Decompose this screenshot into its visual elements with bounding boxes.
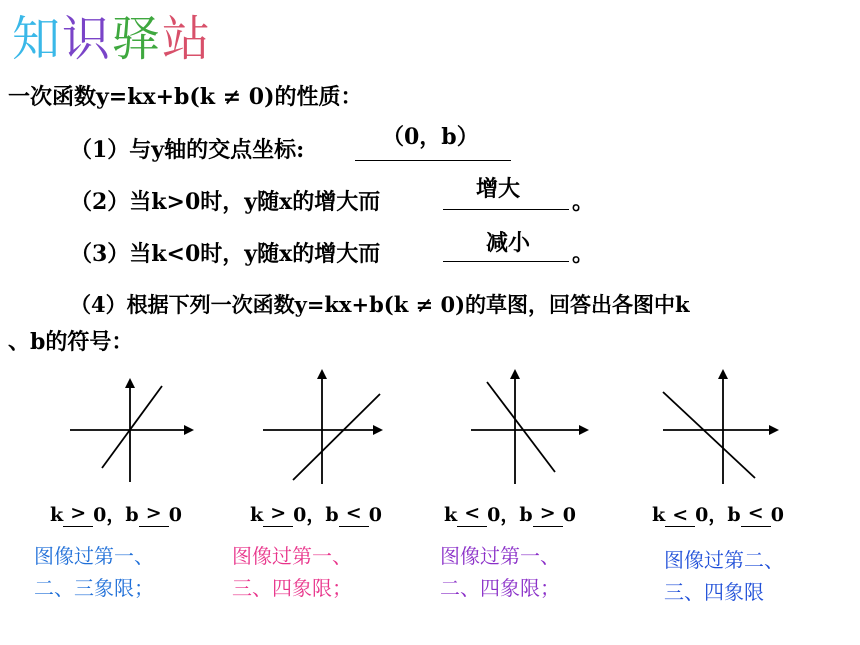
graph-1	[60, 370, 200, 485]
properties-heading: 一次函数y=kx+b(k ≠ 0)的性质：	[8, 84, 363, 110]
mid-label: 0，b	[293, 504, 339, 526]
graph-2-caption	[232, 540, 352, 604]
graph-4-caption	[664, 544, 784, 608]
graph-3-signs	[444, 500, 576, 527]
k-blank	[263, 502, 293, 527]
title-char-4: 站	[162, 11, 213, 67]
title-char-1: 知	[12, 11, 63, 67]
item-2-tail: 。	[572, 189, 595, 215]
graph-3	[465, 362, 605, 487]
b-sign: >	[539, 502, 556, 524]
caption-line1: 图像过第二、	[664, 548, 784, 572]
page-title	[12, 0, 212, 69]
mid-label: 0，b	[487, 504, 533, 526]
k-sign: <	[464, 502, 481, 524]
graph-2-signs	[250, 500, 382, 527]
b-sign: >	[145, 502, 162, 524]
graph-line	[293, 394, 380, 480]
k-label: k	[50, 504, 64, 526]
k-label: k	[250, 504, 264, 526]
x-axis-arrow	[184, 425, 194, 435]
k-sign: >	[70, 502, 87, 524]
k-blank	[63, 502, 93, 527]
y-axis-arrow	[510, 369, 520, 379]
item-3-text: （3）当k<0时，y随x的增大而	[70, 241, 381, 267]
caption-line1: 图像过第一、	[34, 544, 154, 568]
k-blank	[457, 502, 487, 527]
graph-4	[655, 362, 795, 487]
k-blank	[665, 504, 695, 527]
caption-line2: 三、四象限；	[232, 576, 352, 600]
item-1-text: （1）与y轴的交点坐标:	[70, 137, 305, 163]
caption-line1: 图像过第一、	[232, 544, 352, 568]
k-label: k	[652, 504, 666, 526]
end-label: 0	[168, 504, 182, 526]
end-label: 0	[562, 504, 576, 526]
graph-1-signs	[50, 500, 182, 527]
b-blank	[139, 502, 169, 527]
b-sign: <	[747, 502, 764, 524]
k-sign: >	[270, 502, 287, 524]
end-label: 0	[368, 504, 382, 526]
mid-label: 0，b	[93, 504, 139, 526]
caption-line2: 三、四象限	[664, 580, 764, 604]
b-blank	[741, 502, 771, 527]
graph-4-signs	[652, 500, 784, 527]
graph-3-caption	[440, 540, 560, 604]
title-char-2: 识	[62, 11, 113, 67]
graph-line	[487, 382, 555, 472]
graph-2	[255, 362, 395, 487]
b-blank	[339, 502, 369, 527]
caption-line1: 图像过第一、	[440, 544, 560, 568]
end-label: 0	[770, 504, 784, 526]
y-axis-arrow	[317, 369, 327, 379]
question-4-line2: 、b的符号：	[8, 329, 134, 355]
x-axis-arrow	[769, 425, 779, 435]
item-3-tail: 。	[572, 241, 595, 267]
mid-label: 0，b	[695, 504, 741, 526]
caption-line2: 二、三象限；	[34, 576, 154, 600]
b-blank	[533, 502, 563, 527]
caption-line2: 二、四象限；	[440, 576, 560, 600]
y-axis-arrow	[718, 369, 728, 379]
question-4-line1: （4）根据下列一次函数y=kx+b(k ≠ 0)的草图，回答出各图中k	[70, 292, 690, 317]
x-axis-arrow	[579, 425, 589, 435]
x-axis-arrow	[373, 425, 383, 435]
k-label: k	[444, 504, 458, 526]
item-1-answer: （0，b）	[382, 124, 479, 150]
title-char-3: 驿	[112, 11, 163, 67]
item-2-answer: 增大	[476, 176, 521, 202]
item-3-answer: 减小	[486, 230, 531, 256]
b-sign: <	[345, 502, 362, 524]
graph-line	[663, 392, 755, 478]
k-sign: <	[672, 504, 689, 526]
graph-line	[102, 386, 162, 468]
y-axis-arrow	[125, 378, 135, 388]
item-2-text: （2）当k>0时，y随x的增大而	[70, 189, 381, 215]
graph-1-caption	[34, 540, 154, 604]
